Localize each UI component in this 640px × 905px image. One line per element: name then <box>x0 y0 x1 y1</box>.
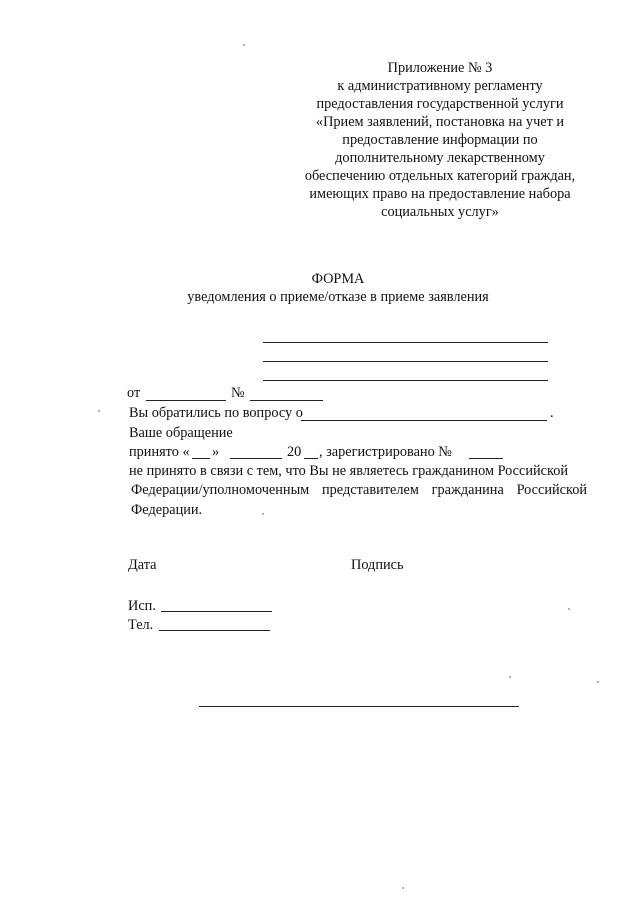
appendix-line: к административному регламенту <box>337 78 543 94</box>
bottom-separator <box>199 706 519 707</box>
signature-label: Подпись <box>351 557 404 573</box>
scan-speck <box>509 676 511 678</box>
appendix-line: предоставление информации по <box>342 132 538 148</box>
executor-label: Исп. <box>128 598 156 614</box>
appendix-line: Приложение № 3 <box>387 60 493 76</box>
rejected-line-3: Федерации. <box>131 502 203 518</box>
from-date-field[interactable] <box>146 400 226 401</box>
phone-field[interactable] <box>159 630 270 631</box>
rejected-word: гражданина <box>431 482 504 498</box>
appendix-line: предоставления государственной услуги <box>316 96 564 112</box>
number-sign: № <box>231 385 245 401</box>
accepted-year: 20 <box>287 444 302 460</box>
question-end: . <box>550 405 554 421</box>
form-title: ФОРМА <box>311 271 365 287</box>
question-text: Вы обратились по вопросу о <box>129 405 303 421</box>
accepted-quote-close: » <box>212 444 220 460</box>
accepted-year-field[interactable] <box>304 458 318 459</box>
executor-field[interactable] <box>161 611 272 612</box>
scan-speck <box>402 887 404 889</box>
scan-speck <box>262 513 264 515</box>
scan-speck <box>98 410 100 412</box>
rejected-word: Федерации/уполномоченным <box>131 482 310 498</box>
from-label: от <box>127 385 141 401</box>
rejected-word: представителем <box>322 482 419 498</box>
question-field[interactable] <box>301 420 547 421</box>
recipient-line-1[interactable] <box>263 342 548 343</box>
appendix-line: дополнительному лекарственному <box>335 150 545 166</box>
rejected-line-1: не принято в связи с тем, что Вы не являетесь гражданином Российской <box>129 463 569 479</box>
recipient-line-3[interactable] <box>263 380 548 381</box>
form-subtitle: уведомления о приеме/отказе в приеме заявления <box>187 289 489 305</box>
appendix-line: обеспечению отдельных категорий граждан, <box>304 168 576 184</box>
rejected-word: Российской <box>516 482 588 498</box>
appendix-header <box>300 59 580 221</box>
accepted-prefix: принято « <box>129 444 190 460</box>
scan-speck <box>597 681 599 683</box>
accepted-month-field[interactable] <box>230 458 282 459</box>
appendix-line: социальных услуг» <box>381 204 499 220</box>
date-label: Дата <box>128 557 157 573</box>
scan-speck <box>568 608 570 610</box>
rejected-line-2 <box>131 482 587 499</box>
accepted-day-field[interactable] <box>192 458 210 459</box>
from-number-field[interactable] <box>250 400 323 401</box>
appeal-text: Ваше обращение <box>129 425 233 441</box>
phone-label: Тел. <box>128 617 154 633</box>
appendix-line: имеющих право на предоставление набора <box>309 186 571 202</box>
scan-speck <box>243 44 245 46</box>
appendix-line: «Прием заявлений, постановка на учет и <box>315 114 565 130</box>
registration-number-field[interactable] <box>469 458 503 459</box>
recipient-line-2[interactable] <box>263 361 548 362</box>
accepted-registered: , зарегистрировано № <box>319 444 452 460</box>
